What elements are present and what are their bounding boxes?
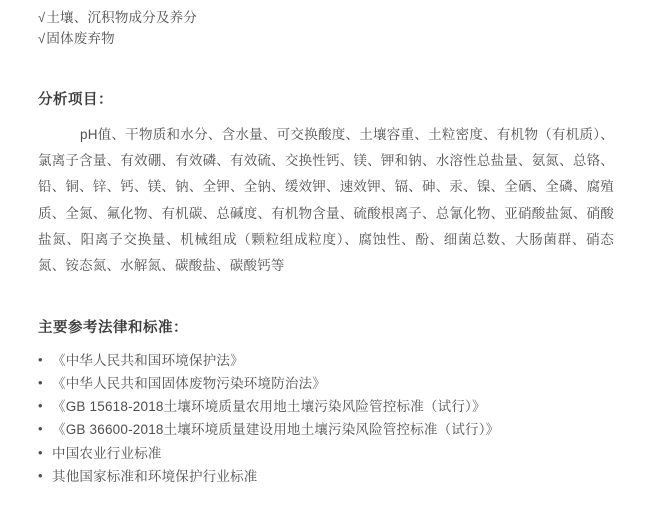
laws-list (38, 349, 632, 488)
checklist-item-waste (38, 29, 632, 50)
laws-section-heading: 主要参考法律和标准： (38, 319, 188, 336)
checklist-item-waste-label: 固体废弃物 (46, 30, 115, 46)
checklist-item-soil-label: 土壤、沉积物成分及养分 (46, 10, 198, 25)
check-icon: √ (38, 30, 46, 46)
list-item: • 中国农业行业标准 (38, 442, 632, 465)
list-item: • 《GB 36600-2018土壤环境质量建设用地土壤污染风险管控标准（试行）》 (38, 418, 632, 441)
list-item: • 《GB 15618-2018土壤环境质量农用地土壤污染风险管控标准（试行）》 (38, 395, 632, 418)
analysis-section-body: pH值、干物质和水分、含水量、可交换酸度、土壤容重、土粒密度、有机物（有机质）、氯离子含量、有效硼、有效磷、有效硫、交换性钙、镁、钾和钠、水溶性总盐量、氨氮、总铬、铅、铜、锌、钙、镁、钠、全钾、全钠、缓效钾、速效钾、镉、砷、汞、镍、全硒、全磷、腐殖质、全氮、氟化物、有机碳、总碱度、有机物含量、硫酸根离子、总氰化物、亚硝酸盐氮、硝酸盐氮、阳离子交换量、机械组成（颗粒组成粒度）、腐蚀性、酚、细菌总数、大肠菌群、硝态氮、铵态氮、水解氮、碳酸盐、碳酸钙等 (38, 126, 614, 274)
checklist-item-soil (38, 0, 632, 29)
check-icon: √ (38, 10, 46, 25)
list-item: • 其他国家标准和环境保护行业标准 (38, 465, 632, 488)
analysis-section-heading: 分析项目： (38, 91, 113, 108)
list-item: • 《中华人民共和国固体废物污染环境防治法》 (38, 372, 632, 395)
list-item: • 《中华人民共和国环境保护法》 (38, 349, 632, 372)
